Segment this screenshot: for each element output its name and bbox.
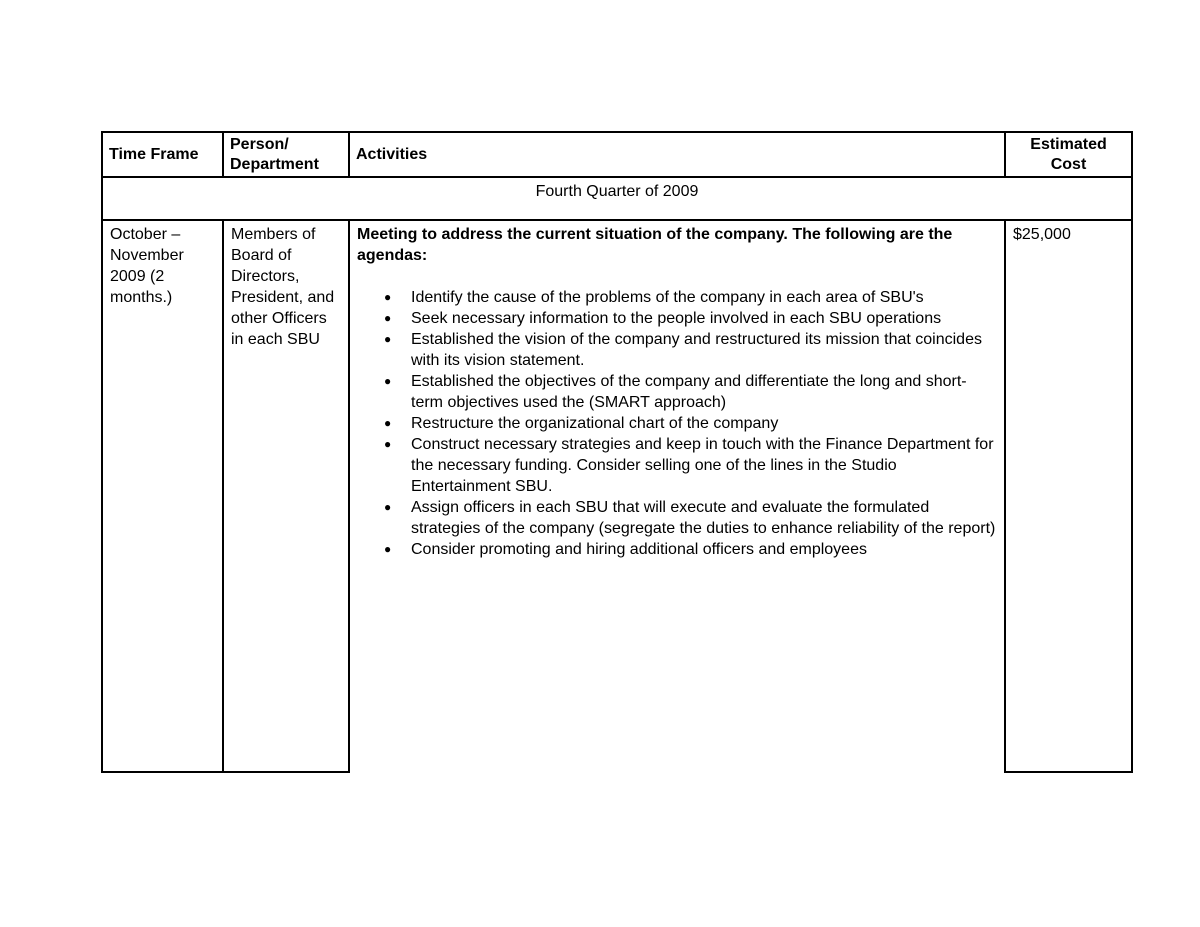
- list-item: [384, 287, 997, 308]
- agenda-item-text: Identify the cause of the problems of the company in each area of SBU's: [411, 289, 924, 306]
- quarter-label: Fourth Quarter of 2009: [102, 177, 1132, 220]
- table-header-row: [102, 132, 1132, 177]
- table-row: [102, 220, 1132, 772]
- list-item: [384, 434, 997, 497]
- bullet-icon: ●: [384, 374, 392, 388]
- agenda-item-text: Construct necessary strategies and keep in touch with the Finance Department for the necessary funding. Consider selling one of the lines in the Studio Entertainment SBU.: [411, 436, 994, 495]
- bullet-icon: ●: [384, 542, 392, 556]
- agenda-list: [357, 287, 997, 560]
- bullet-icon: ●: [384, 311, 392, 325]
- agenda-item-text: Established the vision of the company and restructured its mission that coincides with its vision statement.: [411, 331, 982, 369]
- bullet-icon: ●: [384, 332, 392, 346]
- header-person-label-line1: Person/: [230, 135, 289, 153]
- agenda-item-text: Established the objectives of the company and differentiate the long and short-term objectives used the (SMART approach): [411, 373, 967, 411]
- bullet-icon: ●: [384, 437, 392, 451]
- bullet-icon: ●: [384, 416, 392, 430]
- time-frame-cell: October – November 2009 (2 months.): [102, 220, 223, 772]
- list-item: [384, 308, 997, 329]
- header-activities: [349, 132, 1005, 177]
- list-item: [384, 497, 997, 539]
- header-estimated-cost: [1005, 132, 1132, 177]
- list-item: [384, 371, 997, 413]
- header-person-label-line2: Department: [230, 155, 319, 173]
- agenda-item-text: Restructure the organizational chart of the company: [411, 415, 779, 432]
- header-activities-label: Activities: [356, 145, 428, 163]
- bullet-icon: ●: [384, 290, 392, 304]
- list-item: [384, 413, 997, 434]
- header-time-frame-label: Time Frame: [109, 145, 199, 163]
- estimated-cost-cell: $25,000: [1005, 220, 1132, 772]
- activities-cell: [349, 220, 1005, 772]
- list-item: [384, 329, 997, 371]
- agenda-item-text: Assign officers in each SBU that will execute and evaluate the formulated strategies of the company (segregate the duties to enhance reliability of the report): [411, 499, 996, 537]
- header-cost-label-line2: Cost: [1050, 155, 1087, 173]
- header-time-frame: [102, 132, 223, 177]
- person-department-cell: Members of Board of Directors, President, and other Officers in each SBU: [223, 220, 349, 772]
- bullet-icon: ●: [384, 500, 392, 514]
- list-item: [384, 539, 997, 560]
- quarter-row: [102, 177, 1132, 220]
- action-plan-table: [101, 131, 1133, 773]
- agenda-item-text: Consider promoting and hiring additional officers and employees: [411, 541, 867, 558]
- header-cost-label-line1: Estimated: [1030, 135, 1107, 153]
- header-person-department: [223, 132, 349, 177]
- agenda-item-text: Seek necessary information to the people involved in each SBU operations: [411, 310, 942, 327]
- agenda-title: Meeting to address the current situation of the company. The following are the agendas:: [357, 226, 953, 264]
